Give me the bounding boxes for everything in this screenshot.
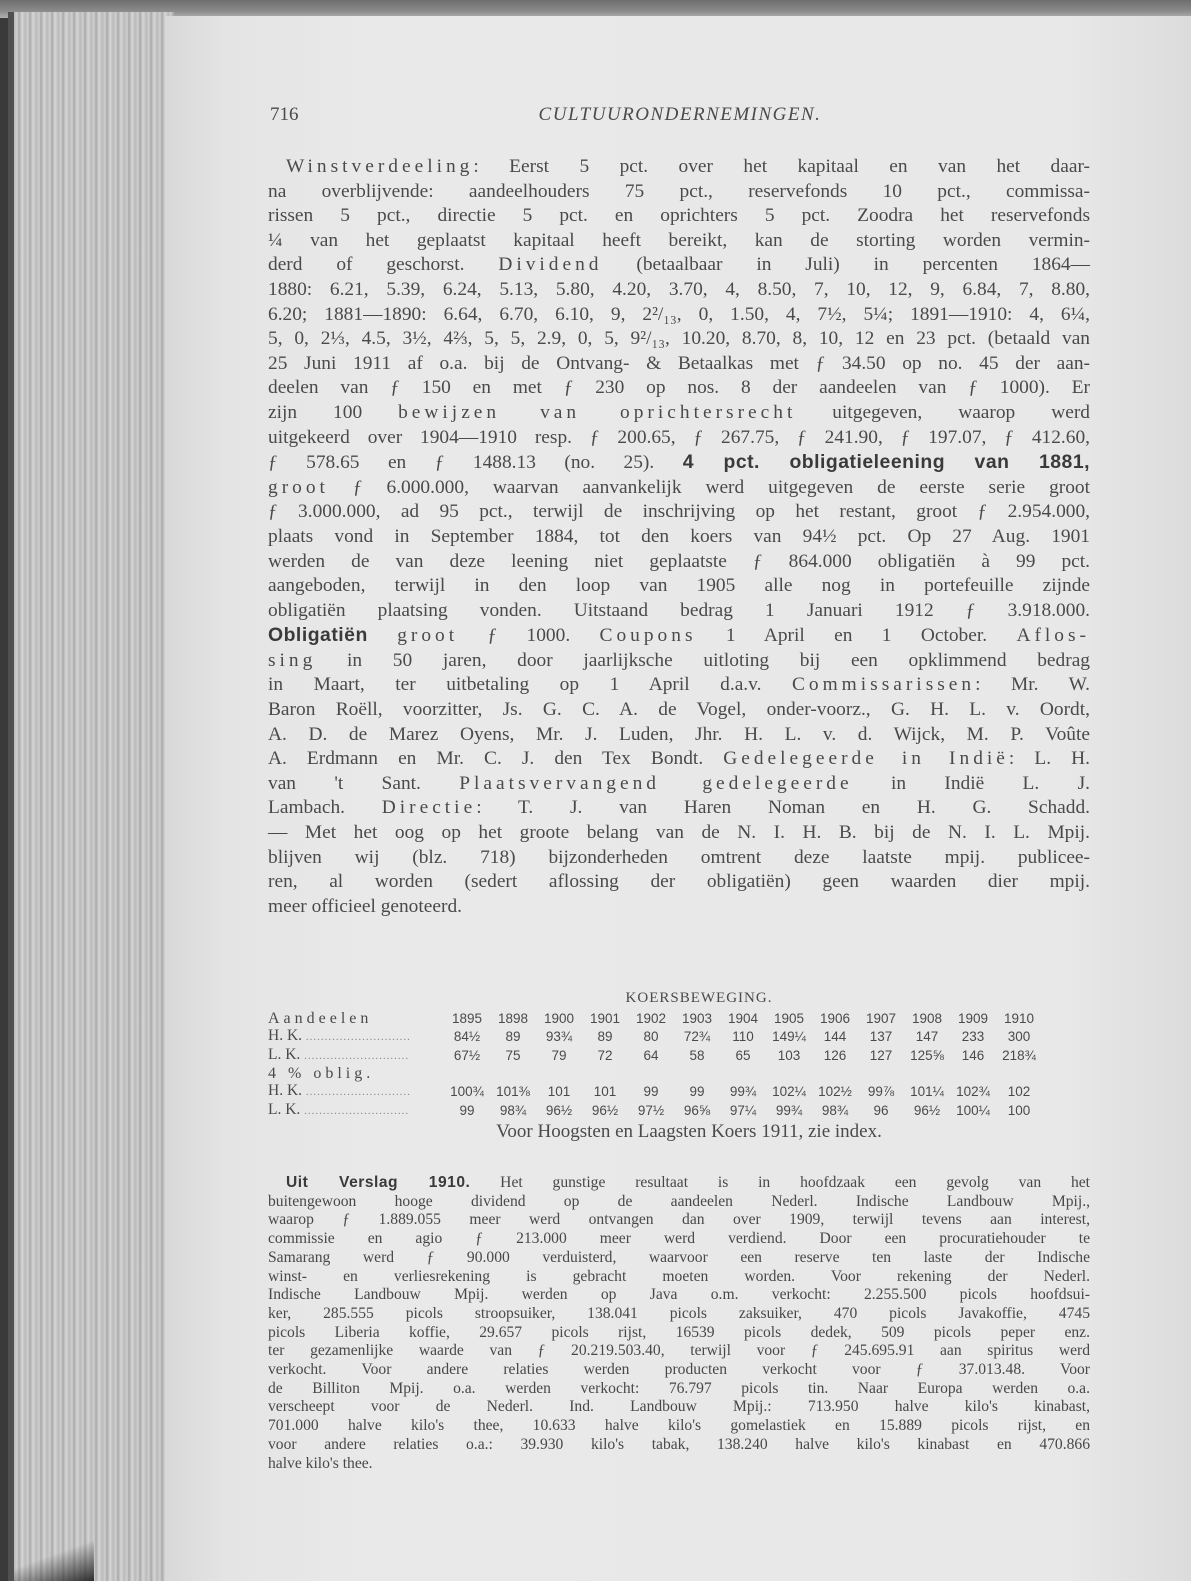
text-run: waarop ƒ 1.889.055 meer werd ontvangen dan over 1909, terwijl tevens aan interest, [268, 1211, 1090, 1229]
row-label [268, 1027, 444, 1046]
text-run: — Met het oog op het groote belang van de N. I. H. B. bij de N. I. L. Mpij. [268, 822, 1090, 844]
text-line [268, 204, 1090, 229]
section-row [268, 1065, 1042, 1082]
text-run: uitgegeven, waarop werd [796, 401, 1090, 423]
spaced-term: bewijzen van oprichtersrecht [398, 401, 797, 423]
spaced-term: Gedelegeerde in Indië [723, 748, 1009, 770]
bold-heading: Obligatiën [268, 624, 368, 647]
main-paragraph [268, 155, 1090, 919]
spaced-term: Aflos- [1016, 625, 1090, 647]
table-cell: 96⅝ [683, 1103, 711, 1118]
bold-heading: Uit Verslag 1910. [286, 1174, 471, 1191]
spaced-term: groot [268, 476, 329, 498]
text-line [268, 723, 1090, 748]
leader-dots: ............................ [304, 1050, 410, 1062]
text-line [268, 401, 1090, 426]
text-run: Samarang werd ƒ 90.000 verduisterd, waarvoor een reserve ten laste der Indische [268, 1248, 1090, 1266]
leader-dots: ............................ [305, 1086, 411, 1098]
koersbeweging-note: Voor Hoogsten en Laagsten Koers 1911, zie index. [496, 1121, 882, 1142]
text-line [268, 1174, 1090, 1193]
year-header: 1907 [865, 1011, 897, 1026]
text-line [268, 550, 1090, 575]
text-line [268, 846, 1090, 871]
text-run: A. D. de Marez Oyens, Mr. J. Luden, Jhr. H. L. v. d. Wijck, M. P. Voûte [268, 723, 1090, 745]
text-line [268, 796, 1090, 821]
table-cell: 89 [597, 1029, 613, 1044]
text-line [268, 1268, 1090, 1287]
table-cell: 137 [869, 1029, 893, 1044]
table-cell: 67½ [453, 1048, 481, 1063]
text-run: ter gezamenlijke waarde van ƒ 20.219.503.40, terwijl voor ƒ 245.695.91 aan spiritus werd [268, 1342, 1090, 1360]
running-head-title: CULTUURONDERNEMINGEN. [538, 104, 822, 125]
text-line [268, 1230, 1090, 1249]
text-run: winst- en verliesrekening is gebracht moeten worden. Voor rekening der Nederl. [268, 1267, 1090, 1285]
text-line [268, 1193, 1090, 1212]
table-cell: 89 [505, 1029, 521, 1044]
text-run: Het gunstige resultaat is in hoofdzaak een gevolg van het [470, 1174, 1090, 1191]
table-cell: 102½ [818, 1084, 852, 1099]
leader-dots: ............................ [305, 1031, 411, 1043]
text-run: de Billiton Mpij. o.a. werden verkocht: 76.797 picols tin. Naar Europa werden o.a. [268, 1379, 1090, 1397]
row-label-text: L. K. [268, 1101, 305, 1118]
table-cell: 72 [597, 1048, 613, 1063]
text-run: in Indië L. J. [852, 772, 1090, 794]
table-cell: 103 [777, 1048, 801, 1063]
text-run: 1880: 6.21, 5.39, 6.24, 5.13, 5.80, 4.20, 3.70, 4, 8.50, 7, 10, 12, 9, 6.84, 7, 8.80, [268, 278, 1090, 300]
text-run: ƒ 578.65 en ƒ 1488.13 (no. 25). [268, 452, 683, 474]
text-line [268, 1249, 1090, 1268]
text-line [268, 278, 1090, 303]
text-line [268, 870, 1090, 895]
table-cell: 84½ [453, 1029, 481, 1044]
table-cell: 80 [643, 1029, 659, 1044]
table-cell: 300 [1007, 1029, 1031, 1044]
text-run: 25 Juni 1911 af o.a. bij de Ontvang- & Betaalkas met ƒ 34.50 op no. 45 der aan- [268, 352, 1090, 374]
text-run: ¼ van het geplaatst kapitaal heeft bereikt, kan de storting worden vermin- [268, 229, 1090, 251]
text-run: commissie en agio ƒ 213.000 meer werd verdiend. Door een procuratiehouder te [268, 1230, 1090, 1248]
text-line [268, 821, 1090, 846]
table-cell: 79 [551, 1048, 567, 1063]
row-label-text: H. K. [268, 1027, 306, 1044]
text-run: : L. H. [1008, 748, 1090, 770]
table-cell: 99 [689, 1084, 705, 1099]
book-page-stack [8, 12, 174, 1581]
text-run: 6.20; 1881—1890: 6.64, 6.70, 6.10, 9, 2²/₁₃, 0, 1.50, 4, 7½, 5¼; 1891—1910: 4, 6¼, [268, 303, 1090, 325]
text-run: ren, al worden (sedert aflossing der obligatiën) geen waarden dier mpij. [268, 871, 1090, 893]
koersbeweging-title: KOERSBEWEGING. [625, 990, 773, 1006]
table-cell: 72¾ [683, 1029, 711, 1044]
text-run: A. Erdmann en Mr. C. J. den Tex Bondt. [268, 748, 724, 770]
text-run: zijn 100 [268, 401, 399, 423]
table-cell: 125⅝ [910, 1048, 944, 1063]
table-cell: 101¼ [910, 1084, 944, 1099]
text-line [268, 649, 1090, 674]
row-label-text: H. K. [268, 1082, 306, 1099]
table-cell: 96 [873, 1103, 889, 1118]
koersbeweging-section [268, 990, 1090, 1143]
table-cell: 64 [643, 1048, 659, 1063]
year-header: 1906 [819, 1011, 851, 1026]
text-run: na overblijvende: aandeelhouders 75 pct., reservefonds 10 pct., commissa- [268, 180, 1090, 202]
text-line [268, 450, 1090, 476]
text-line [268, 155, 1090, 180]
text-run: obligatiën plaatsing vonden. Uitstaand bedrag 1 Januari 1912 ƒ 3.918.000. [268, 599, 1090, 621]
table-cell: 110 [732, 1029, 754, 1044]
table-cell: 96½ [591, 1103, 619, 1118]
text-line [268, 1417, 1090, 1436]
table-cell: 144 [823, 1029, 847, 1044]
row-label [268, 1082, 444, 1101]
text-run: ƒ 6.000.000, waarvan aanvankelijk werd uitgegeven de eerste serie groot [328, 476, 1090, 498]
table-header-row [268, 1010, 1042, 1027]
text-line [268, 1361, 1090, 1380]
table-cell: 102 [1007, 1084, 1031, 1099]
text-run: deelen van ƒ 150 en met ƒ 230 op nos. 8 der aandeelen van ƒ 1000). Er [268, 377, 1090, 399]
table-cell: 102¾ [956, 1084, 990, 1099]
spaced-term: groot [397, 625, 459, 647]
year-header: 1903 [681, 1011, 713, 1026]
spaced-term: Plaatsvervangend gedelegeerde [459, 772, 853, 794]
spaced-term: Dividend [498, 254, 603, 276]
text-line [268, 253, 1090, 278]
header-label: Aandeelen [268, 1010, 373, 1027]
text-run: van 't Sant. [268, 772, 460, 794]
table-cell: 100¾ [450, 1084, 484, 1099]
table-cell: 100¼ [956, 1103, 990, 1118]
spaced-term: Directie [381, 797, 477, 819]
text-line [268, 1286, 1090, 1305]
text-run: in Maart, ter uitbetaling op 1 April d.a.v. [268, 674, 792, 696]
text-run: buitengewoon hooge dividend op de aandeelen Nederl. Indische Landbouw Mpij., [268, 1192, 1090, 1210]
text-run: Indische Landbouw Mpij. werden op Java o.m. verkocht: 2.255.500 picols hoofdsui- [268, 1286, 1090, 1304]
text-run: ƒ 3.000.000, ad 95 pct., terwijl de inschrijving op het restant, groot ƒ 2.954.000, [268, 501, 1090, 523]
text-line [268, 1324, 1090, 1343]
table-cell: 233 [961, 1029, 985, 1044]
text-line [268, 476, 1090, 501]
text-line [268, 599, 1090, 624]
text-line [268, 303, 1090, 328]
year-header: 1895 [451, 1011, 483, 1026]
table-row [268, 1101, 1042, 1120]
table-cell: 98¾ [499, 1103, 527, 1118]
page-number: 716 [270, 104, 299, 125]
text-run: Baron Roëll, voorzitter, Js. G. C. A. de Vogel, onder-voorz., G. H. L. v. Oordt, [268, 699, 1090, 721]
table-row [268, 1027, 1042, 1046]
table-cell: 99¾ [775, 1103, 803, 1118]
text-line [268, 180, 1090, 205]
table-cell: 146 [961, 1048, 985, 1063]
table-cell: 97½ [637, 1103, 665, 1118]
table-cell: 147 [915, 1029, 939, 1044]
text-run: uitgekeerd over 1904—1910 resp. ƒ 200.65, ƒ 267.75, ƒ 241.90, ƒ 197.07, ƒ 412.60, [268, 426, 1090, 448]
text-line [268, 895, 1090, 920]
text-line [268, 772, 1090, 797]
text-line [268, 1455, 1090, 1474]
year-header: 1900 [543, 1011, 575, 1026]
table-cell: 58 [689, 1048, 705, 1063]
row-label [268, 1101, 444, 1120]
text-run: in 50 jaren, door jaarlijksche uitloting bij een opklimmend bedrag [316, 649, 1090, 671]
spaced-term: Commissarissen [791, 674, 976, 696]
year-header: 1909 [957, 1011, 989, 1026]
spaced-term: Coupons [599, 625, 697, 647]
year-header: 1910 [1003, 1011, 1035, 1026]
year-header: 1901 [589, 1011, 621, 1026]
verslag-paragraph [268, 1174, 1090, 1473]
text-line [268, 376, 1090, 401]
text-run: 5, 0, 2⅓, 4.5, 3½, 4⅔, 5, 5, 2.9, 0, 5, 9²/₁₃, 10.20, 8.70, 8, 10, 12 en 23 pct. (betaald van [268, 328, 1090, 350]
text-run: Lambach. [268, 797, 382, 819]
year-header: 1902 [635, 1011, 667, 1026]
text-run: voor andere relaties o.a.: 39.930 kilo's tabak, 138.240 halve kilo's kinabast en 470.866 [268, 1435, 1090, 1453]
table-cell: 75 [505, 1048, 521, 1063]
text-run: ƒ 1000. [458, 625, 600, 647]
oblig-label: 4 % oblig. [268, 1065, 375, 1082]
text-run: rissen 5 pct., directie 5 pct. en oprichters 5 pct. Zoodra het reservefonds [268, 205, 1090, 227]
text-line [268, 352, 1090, 377]
table-cell: 99 [459, 1103, 475, 1118]
text-run: plaats vond in September 1884, tot den koers van 94½ pct. Op 27 Aug. 1901 [268, 525, 1090, 547]
year-header: 1905 [773, 1011, 805, 1026]
year-header: 1908 [911, 1011, 943, 1026]
table-cell: 101 [547, 1084, 571, 1099]
text-line [268, 747, 1090, 772]
text-line [268, 426, 1090, 451]
text-line [268, 1342, 1090, 1361]
bold-heading: 4 pct. obligatieleening van 1881, [682, 451, 1090, 474]
text-run: derd of geschorst. [268, 254, 499, 276]
table-cell: 99⅞ [867, 1084, 895, 1099]
text-line [268, 673, 1090, 698]
table-cell: 126 [823, 1048, 847, 1063]
text-line [268, 698, 1090, 723]
row-label-text: L. K. [268, 1046, 305, 1063]
text-line [268, 1380, 1090, 1399]
text-run: : Eerst 5 pct. over het kapitaal en van het daar- [473, 156, 1090, 177]
text-run: aangeboden, terwijl in den loop van 1905 alle nog in portefeuille zijnde [268, 575, 1090, 597]
year-header: 1904 [727, 1011, 759, 1026]
table-cell: 96½ [545, 1103, 573, 1118]
text-line [268, 500, 1090, 525]
table-cell: 149¼ [772, 1029, 806, 1044]
text-run: meer officieel genoteerd. [268, 895, 462, 917]
text-run: 1 April en 1 October. [696, 625, 1017, 647]
text-run: (betaalbaar in Juli) in percenten 1864— [602, 254, 1090, 276]
table-cell: 102¼ [772, 1084, 806, 1099]
text-run: verkocht. Voor andere relaties werden producten verkocht voor ƒ 37.013.48. Voor [268, 1361, 1090, 1379]
table-cell: 218¾ [1002, 1048, 1036, 1063]
spaced-term: Winstverdeeling [286, 156, 474, 177]
text-run: verscheept voor de Nederl. Ind. Landbouw Mpij.: 713.950 halve kilo's kinabast, [268, 1398, 1090, 1416]
text-run: picols Liberia koffie, 29.657 picols rijst, 16539 picols dedek, 509 picols peper enz. [268, 1323, 1090, 1341]
spaced-term: sing [268, 649, 317, 671]
text-run: 701.000 halve kilo's thee, 10.633 halve kilo's gomelastiek en 15.889 picols rijst, en [268, 1417, 1090, 1435]
table-cell: 65 [735, 1048, 751, 1063]
table-cell: 101⅜ [496, 1084, 530, 1099]
table-row [268, 1046, 1042, 1065]
koersbeweging-table [268, 1010, 1042, 1120]
table-cell: 99¾ [729, 1084, 757, 1099]
text-run: blijven wij (blz. 718) bijzonderheden omtrent deze laatste mpij. publicee- [268, 846, 1090, 868]
year-header: 1898 [497, 1011, 529, 1026]
table-cell: 99 [643, 1084, 659, 1099]
table-cell: 96½ [913, 1103, 941, 1118]
table-row [268, 1082, 1042, 1101]
text-line [268, 327, 1090, 352]
running-head [270, 104, 1070, 128]
table-cell: 93¾ [545, 1029, 573, 1044]
text-run [368, 625, 397, 646]
leader-dots: ............................ [304, 1105, 410, 1117]
text-run: halve kilo's thee. [268, 1454, 373, 1472]
text-line [268, 1398, 1090, 1417]
table-cell: 97¼ [729, 1103, 757, 1118]
table-cell: 127 [869, 1048, 893, 1063]
table-cell: 98¾ [821, 1103, 849, 1118]
text-run: werden de van deze leening niet geplaatste ƒ 864.000 obligatiën à 99 pct. [268, 550, 1090, 572]
text-line [268, 574, 1090, 599]
text-run: ker, 285.555 picols stroopsuiker, 138.041 picols zaksuiker, 470 picols Javakoffie, 4745 [268, 1304, 1090, 1322]
text-line [268, 1305, 1090, 1324]
row-label [268, 1046, 444, 1065]
text-line [268, 623, 1090, 649]
text-line [268, 1211, 1090, 1230]
text-line [268, 525, 1090, 550]
text-run: : T. J. van Haren Noman en H. G. Schadd. [476, 797, 1090, 819]
text-line [268, 229, 1090, 254]
table-cell: 101 [593, 1084, 617, 1099]
text-run: : Mr. W. [975, 674, 1091, 696]
text-line [268, 1436, 1090, 1455]
table-cell: 100 [1007, 1103, 1031, 1118]
